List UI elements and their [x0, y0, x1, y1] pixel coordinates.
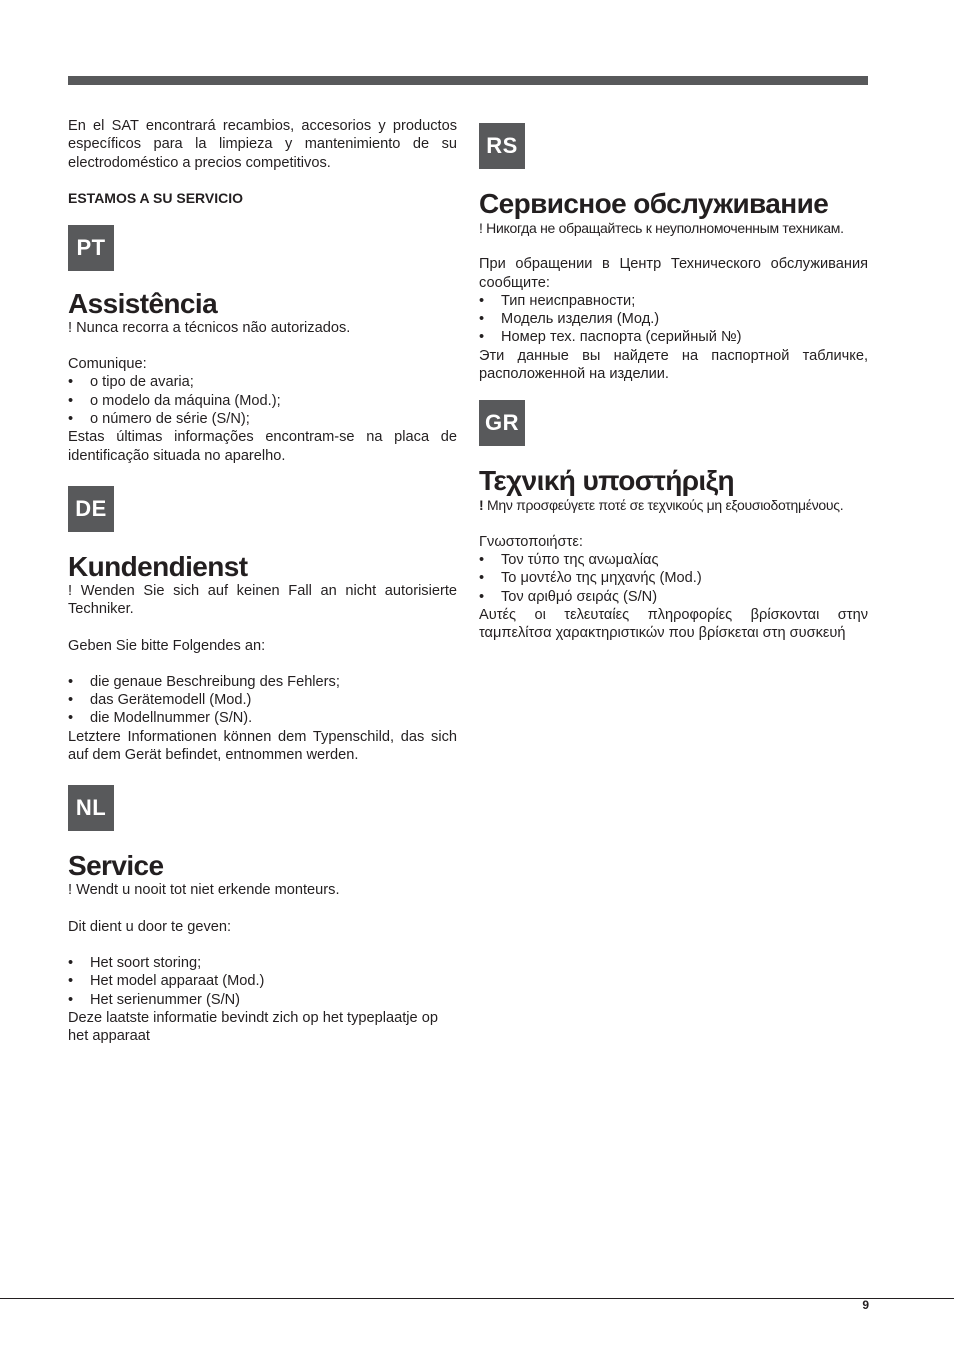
es-intro: En el SAT encontrará recambios, accesorios y productos específicos para la limpieza y mantenimiento de su electrodoméstico a precios competitivos.	[68, 118, 457, 171]
pt-lead: Comunique:	[68, 356, 147, 373]
de-list	[68, 673, 457, 728]
list-item: • Τον τύπο της ανωμαλίας	[479, 551, 868, 569]
es-service-line: ESTAMOS A SU SERVICIO	[68, 189, 244, 206]
de-lead: Geben Sie bitte Folgendes an:	[68, 637, 266, 654]
list-item: • Το μοντέλο της μηχανής (Mod.)	[479, 569, 868, 587]
right-column	[479, 123, 868, 642]
rs-note: Эти данные вы найдете на паспортной табличке, расположенной на изделии.	[479, 347, 868, 383]
rs-list	[479, 292, 868, 347]
nl-warning: ! Wendt u nooit tot niet erkende monteurs.	[68, 882, 340, 899]
list-item: • die Modellnummer (S/N).	[68, 709, 457, 727]
gr-note: Αυτές οι τελευταίες πληροφορίες βρίσκονται στην ταμπελίτσα χαρακτηριστικών που βρίσκεται στη συσκευή	[479, 606, 868, 642]
list-item: • Τον αριθμό σειράς (S/N)	[479, 588, 868, 606]
gr-lead: Γνωστοποιήστε:	[479, 533, 583, 550]
gr-list	[479, 551, 868, 606]
left-column	[68, 117, 457, 1045]
list-item: • Модель изделия (Мод.)	[479, 310, 868, 328]
de-warning: ! Wenden Sie sich auf keinen Fall an nicht autorisierte Techniker.	[68, 582, 457, 618]
gr-warning-text: Μην προσφεύγετε ποτέ σε τεχνικούς μη εξουσιοδοτημένους.	[483, 497, 844, 514]
nl-section-title: Service	[68, 850, 164, 882]
pt-section-title: Assistência	[68, 287, 218, 319]
pt-warning: ! Nunca recorra a técnicos não autorizados.	[68, 319, 351, 336]
pt-language-badge: PT	[68, 225, 114, 271]
page-number: 9	[862, 1298, 869, 1312]
rs-section-title: Сервисное обслуживание	[479, 188, 829, 219]
nl-language-badge: NL	[68, 785, 114, 831]
footer-rule	[0, 1298, 954, 1299]
list-item: • die genaue Beschreibung des Fehlers;	[68, 673, 457, 691]
list-item: • o tipo de avaria;	[68, 373, 457, 391]
de-note: Letztere Informationen können dem Typenschild, das sich auf dem Gerät befindet, entnommen werden.	[68, 728, 457, 764]
list-item: • o número de série (S/N);	[68, 410, 457, 428]
gr-section-title: Τεχνική υποστήριξη	[479, 465, 734, 497]
rs-lead: При обращении в Центр Технического обслуживания сообщите:	[479, 256, 868, 291]
rs-warning: ! Никогда не обращайтесь к неуполномоченным техникам.	[479, 220, 844, 236]
pt-list	[68, 373, 457, 428]
list-item: • o modelo da máquina (Mod.);	[68, 392, 457, 410]
list-item: • Het serienummer (S/N)	[68, 991, 457, 1009]
list-item: • Het model apparaat (Mod.)	[68, 972, 457, 990]
nl-note: Deze laatste informatie bevindt zich op het typeplaatje op het apparaat	[68, 1009, 438, 1045]
de-section-title: Kundendienst	[68, 550, 248, 582]
list-item: • das Gerätemodell (Mod.)	[68, 691, 457, 709]
de-language-badge: DE	[68, 486, 114, 532]
pt-note: Estas últimas informações encontram-se na placa de identificação situada no aparelho.	[68, 429, 457, 464]
gr-warning-mark: !	[479, 497, 484, 514]
list-item: • Тип неисправности;	[479, 292, 868, 310]
gr-language-badge: GR	[479, 400, 525, 446]
nl-lead: Dit dient u door te geven:	[68, 918, 232, 935]
header-rule	[68, 76, 868, 85]
nl-list	[68, 954, 457, 1009]
rs-language-badge: RS	[479, 123, 525, 169]
list-item: • Номер тех. паспорта (серийный №)	[479, 328, 868, 346]
list-item: • Het soort storing;	[68, 954, 457, 972]
gr-warning	[479, 496, 868, 514]
